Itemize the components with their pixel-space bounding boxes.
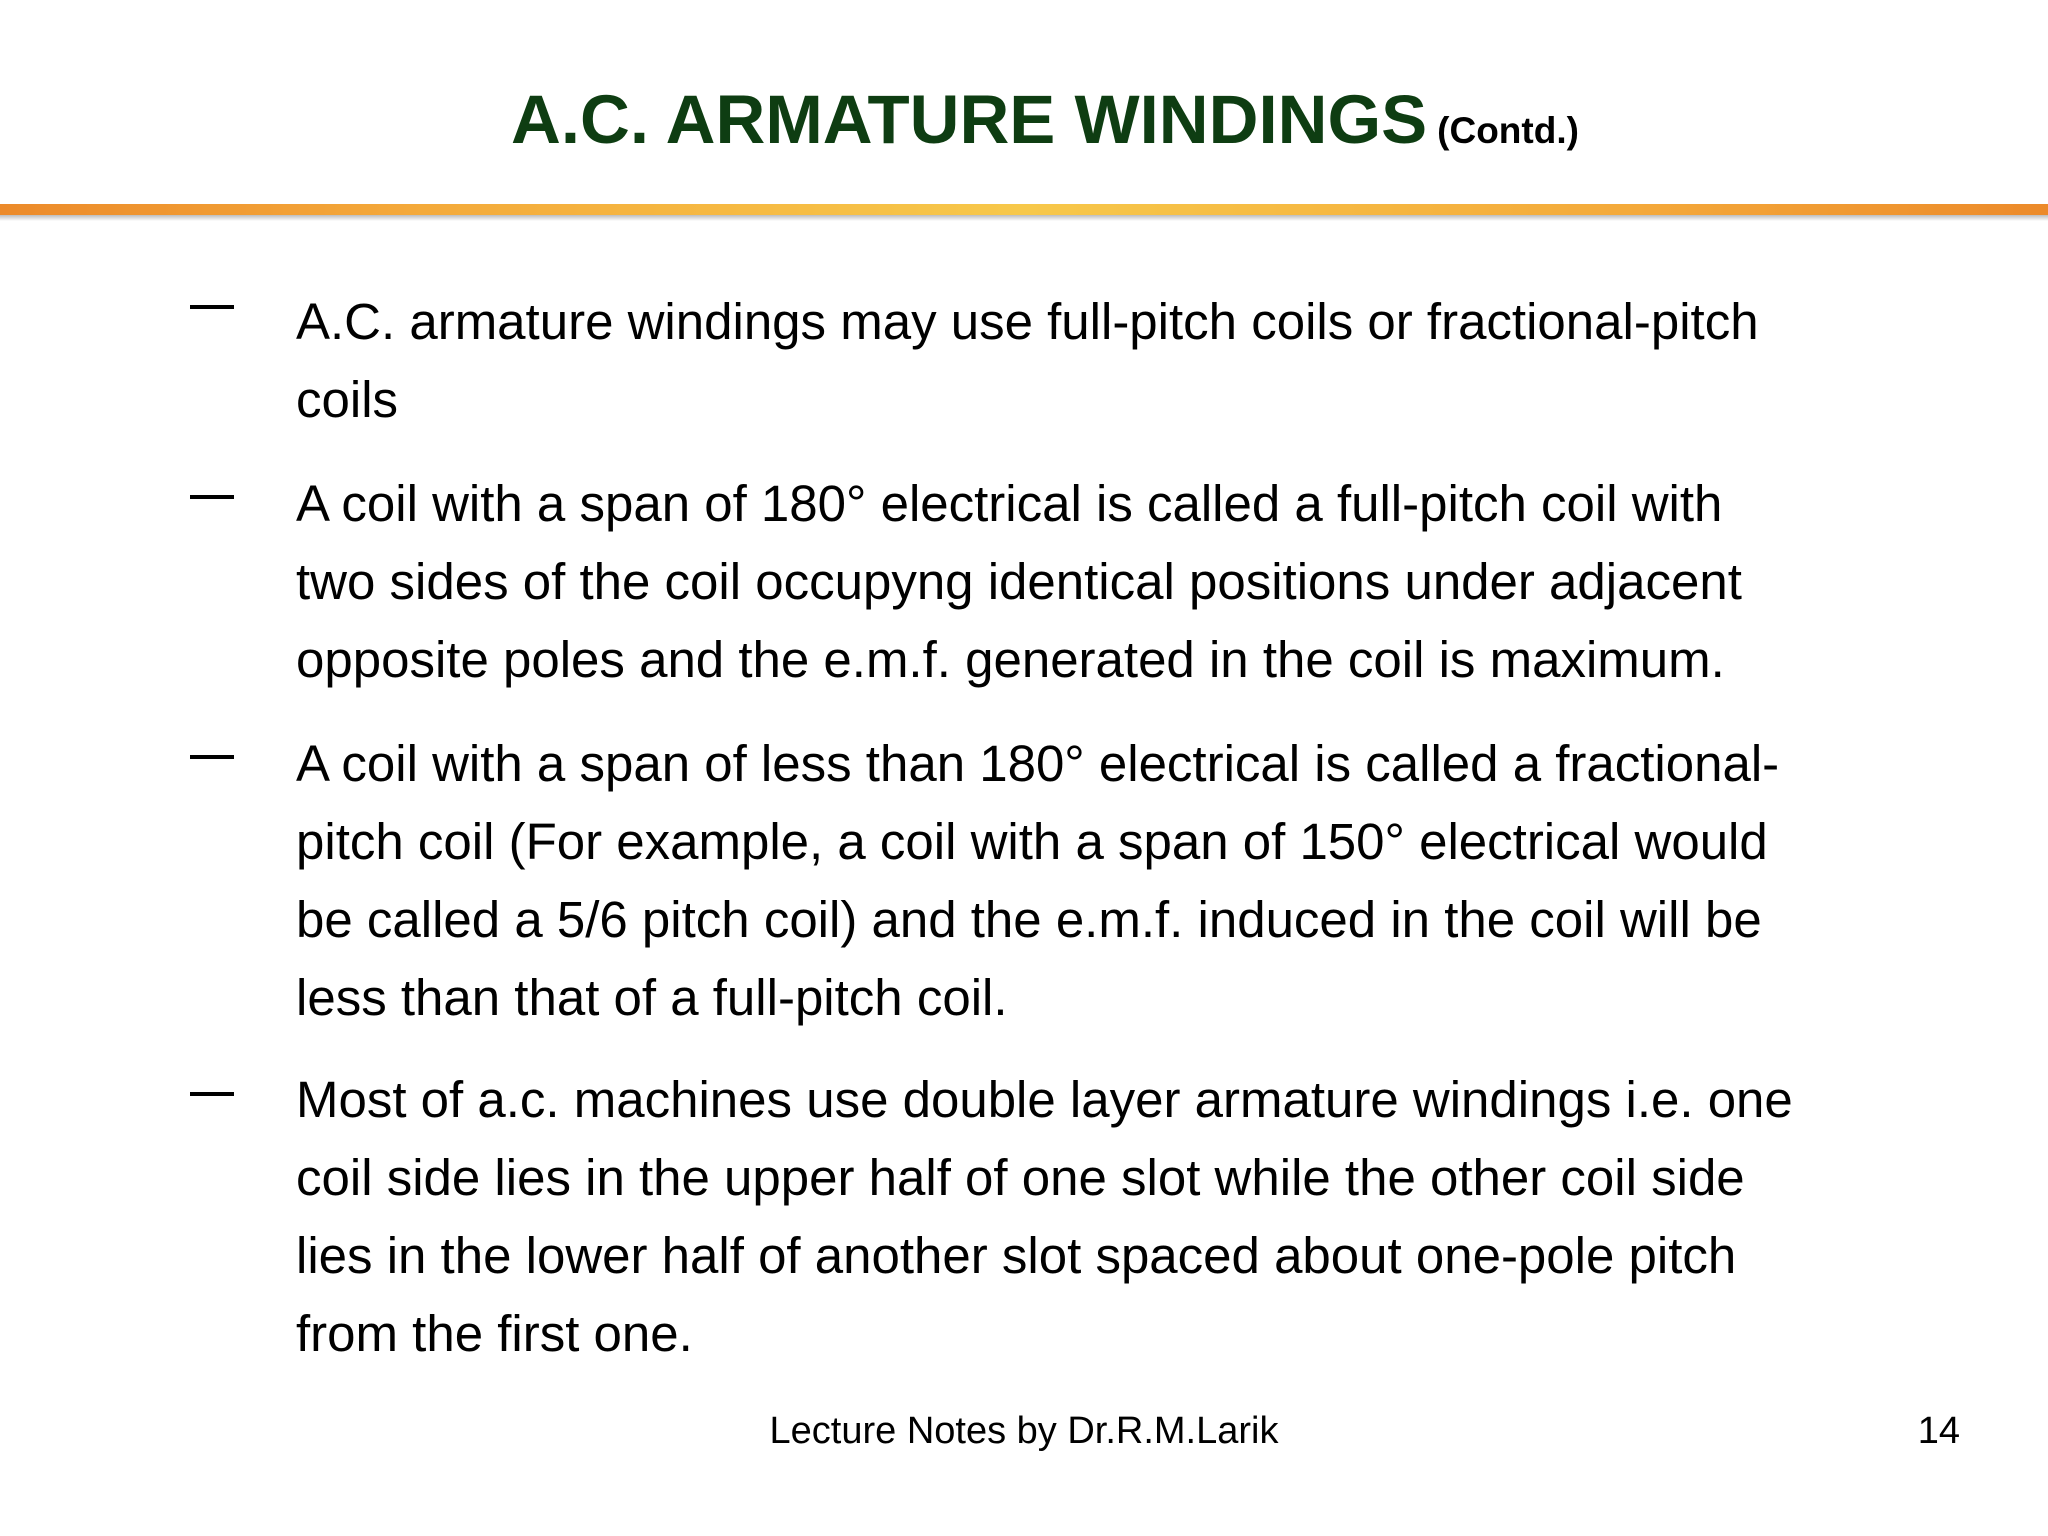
bullet-line: coil side lies in the upper half of one slot while the other coil side [296, 1149, 1745, 1206]
bullet-text [296, 283, 1996, 439]
bullet-dash [190, 495, 234, 499]
bullet-line: Most of a.c. machines use double layer armature windings i.e. one [296, 1071, 1793, 1128]
bullet-line: A coil with a span of 180° electrical is called a full-pitch coil with [296, 475, 1723, 532]
slide-title [0, 80, 2048, 159]
bullet-line: A coil with a span of less than 180° electrical is called a fractional- [296, 735, 1780, 792]
bullet-line: A.C. armature windings may use full-pitch coils or fractional-pitch [296, 293, 1759, 350]
slide-title-suffix: (Contd.) [1437, 110, 1579, 151]
bullet-line: from the first one. [296, 1305, 693, 1362]
footer-author: Lecture Notes by Dr.R.M.Larik [769, 1410, 1279, 1452]
bullet-line: lies in the lower half of another slot spaced about one-pole pitch [296, 1227, 1737, 1284]
bullet-line: be called a 5/6 pitch coil) and the e.m.f. induced in the coil will be [296, 891, 1762, 948]
slide-title-main: A.C. ARMATURE WINDINGS [511, 81, 1428, 158]
bullet-dash [190, 755, 234, 759]
page-number: 14 [1917, 1410, 1960, 1452]
bullet-dash [190, 305, 234, 309]
bullet-text [296, 465, 1996, 699]
bullet-line: less than that of a full-pitch coil. [296, 969, 1008, 1026]
bullet-text [296, 725, 1996, 1037]
bullet-line: coils [296, 371, 399, 428]
title-divider [0, 204, 2048, 215]
bullet-line: pitch coil (For example, a coil with a span of 150° electrical would [296, 813, 1768, 870]
title-divider-shadow [0, 215, 2048, 221]
bullet-line: two sides of the coil occupyng identical positions under adjacent [296, 553, 1742, 610]
bullet-dash [190, 1092, 234, 1096]
bullet-text [296, 1061, 1996, 1373]
bullet-line: opposite poles and the e.m.f. generated in the coil is maximum. [296, 631, 1725, 688]
